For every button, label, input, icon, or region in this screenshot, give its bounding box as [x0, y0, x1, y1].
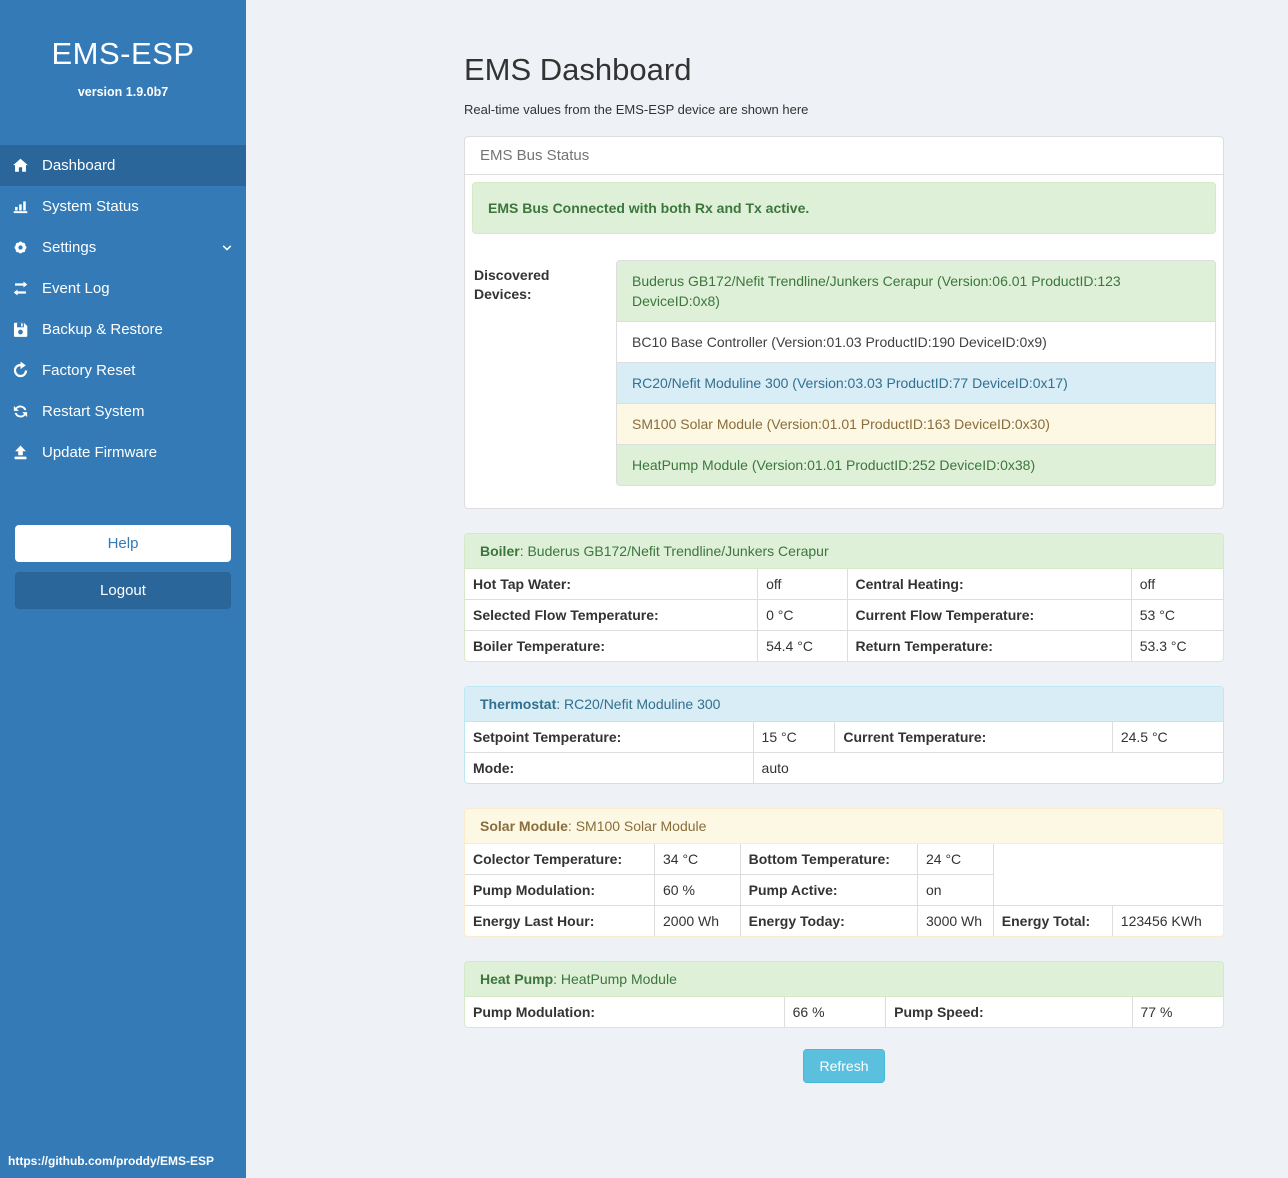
- page-title: EMS Dashboard: [464, 52, 692, 87]
- cell-label: Hot Tap Water:: [465, 569, 758, 600]
- sidebar: [0, 0, 246, 1178]
- app-version: version 1.9.0b7: [77, 85, 169, 99]
- cell-value: 53 °C: [1131, 600, 1223, 631]
- separator: :: [567, 818, 576, 834]
- cell-value: 66 %: [784, 997, 886, 1027]
- cell-value: 15 °C: [753, 722, 835, 753]
- device-list-item: BC10 Base Controller (Version:01.03 ProductID:190 DeviceID:0x9): [616, 321, 1216, 363]
- cell-value: 3000 Wh: [918, 906, 994, 937]
- sidebar-nav: [0, 145, 246, 473]
- heat-pump-heading: [465, 962, 1223, 997]
- chart-icon: [12, 198, 29, 215]
- github-link[interactable]: https://github.com/proddy/EMS-ESP: [8, 1154, 214, 1168]
- sidebar-item-label: Event Log: [42, 280, 110, 297]
- redo-icon: [12, 362, 29, 379]
- cell-label: Energy Last Hour:: [465, 906, 655, 937]
- device-list: [616, 260, 1216, 486]
- ems-bus-status-body: [465, 175, 1223, 508]
- cell-value: 34 °C: [655, 844, 741, 875]
- main-content: [464, 0, 1224, 1083]
- sidebar-item-label: Restart System: [42, 403, 145, 420]
- cell-label: Pump Modulation:: [465, 997, 784, 1027]
- table-row: [465, 844, 1223, 875]
- sidebar-item-label: Dashboard: [42, 157, 116, 174]
- discovered-devices-label: Discovered Devices:: [474, 267, 550, 302]
- upload-icon: [12, 444, 29, 461]
- sidebar-item-event-log[interactable]: [0, 268, 246, 309]
- cell-value: off: [1131, 569, 1223, 600]
- cell-value: off: [758, 569, 847, 600]
- sidebar-item-settings[interactable]: [0, 227, 246, 268]
- thermostat-device-name: RC20/Nefit Moduline 300: [564, 696, 721, 712]
- sidebar-item-restart-system[interactable]: [0, 391, 246, 432]
- table-row: [465, 875, 1223, 906]
- gear-icon: [12, 239, 29, 256]
- cell-label: Return Temperature:: [847, 631, 1131, 662]
- cell-label: Energy Total:: [993, 906, 1112, 937]
- cell-value: 53.3 °C: [1131, 631, 1223, 662]
- discovered-devices-row: [472, 260, 1216, 486]
- sidebar-item-backup-restore[interactable]: [0, 309, 246, 350]
- exchange-icon: [12, 280, 29, 297]
- cell-label: Pump Active:: [740, 875, 917, 906]
- sidebar-item-dashboard[interactable]: [0, 145, 246, 186]
- thermostat-title: Thermostat: [480, 696, 557, 712]
- cell-value: 60 %: [655, 875, 741, 906]
- sidebar-item-system-status[interactable]: [0, 186, 246, 227]
- table-row: [465, 722, 1223, 753]
- separator: :: [553, 971, 561, 987]
- sidebar-item-factory-reset[interactable]: [0, 350, 246, 391]
- cell-value: 24.5 °C: [1112, 722, 1223, 753]
- solar-module-table: [465, 844, 1223, 936]
- device-list-item: Buderus GB172/Nefit Trendline/Junkers Cerapur (Version:06.01 ProductID:123 DeviceID:0x8): [616, 260, 1216, 322]
- save-icon: [12, 321, 29, 338]
- cell-value: on: [918, 875, 994, 906]
- cell-value: 2000 Wh: [655, 906, 741, 937]
- table-row: [465, 997, 1223, 1027]
- heat-pump-title: Heat Pump: [480, 971, 554, 987]
- cell-label: Mode:: [465, 753, 753, 784]
- table-row: [465, 753, 1223, 784]
- sidebar-item-label: Settings: [42, 239, 97, 256]
- sidebar-item-label: Update Firmware: [42, 444, 158, 461]
- sidebar-buttons: [0, 525, 246, 609]
- table-row: [465, 600, 1223, 631]
- separator: :: [556, 696, 565, 712]
- solar-module-panel: [464, 808, 1224, 937]
- cell-label: Selected Flow Temperature:: [465, 600, 758, 631]
- refresh-button[interactable]: Refresh: [803, 1049, 884, 1083]
- cell-value: 54.4 °C: [758, 631, 847, 662]
- cell-value: 123456 KWh: [1112, 906, 1223, 937]
- cell-label: Central Heating:: [847, 569, 1131, 600]
- thermostat-panel: [464, 686, 1224, 784]
- cell-label: Current Temperature:: [835, 722, 1112, 753]
- table-row: [465, 631, 1223, 662]
- solar-module-heading: [465, 809, 1223, 844]
- cell-label: Boiler Temperature:: [465, 631, 758, 662]
- boiler-title: Boiler: [480, 543, 520, 559]
- boiler-table: [465, 569, 1223, 661]
- bus-connected-alert: EMS Bus Connected with both Rx and Tx active.: [472, 182, 1216, 234]
- thermostat-table: [465, 722, 1223, 783]
- device-list-item: SM100 Solar Module (Version:01.01 ProductID:163 DeviceID:0x30): [616, 403, 1216, 445]
- cell-label: Energy Today:: [740, 906, 917, 937]
- refresh-icon: [12, 403, 29, 420]
- page-subtitle: Real-time values from the EMS-ESP device are shown here: [464, 102, 809, 117]
- table-row: [465, 569, 1223, 600]
- heat-pump-table: [465, 997, 1223, 1027]
- solar-module-device-name: SM100 Solar Module: [575, 818, 707, 834]
- device-list-item: HeatPump Module (Version:01.01 ProductID:252 DeviceID:0x38): [616, 444, 1216, 486]
- heat-pump-device-name: HeatPump Module: [560, 971, 677, 987]
- cell-value: 24 °C: [918, 844, 994, 875]
- app-title: EMS-ESP: [51, 36, 195, 71]
- cell-label: Pump Modulation:: [465, 875, 655, 906]
- cell-label: Setpoint Temperature:: [465, 722, 753, 753]
- sidebar-item-label: Factory Reset: [42, 362, 136, 379]
- solar-module-title: Solar Module: [480, 818, 568, 834]
- separator: :: [519, 543, 528, 559]
- boiler-device-name: Buderus GB172/Nefit Trendline/Junkers Cerapur: [527, 543, 829, 559]
- ems-bus-status-panel: [464, 136, 1224, 509]
- device-list-item: RC20/Nefit Moduline 300 (Version:03.03 ProductID:77 DeviceID:0x17): [616, 362, 1216, 404]
- help-button[interactable]: Help: [15, 525, 231, 562]
- table-row: [465, 906, 1223, 937]
- ems-bus-status-title: EMS Bus Status: [465, 137, 1223, 175]
- refresh-button-row: [464, 1049, 1224, 1083]
- boiler-panel: [464, 533, 1224, 662]
- sidebar-item-label: Backup & Restore: [42, 321, 163, 338]
- logout-button[interactable]: Logout: [15, 572, 231, 609]
- sidebar-item-update-firmware[interactable]: [0, 432, 246, 473]
- boiler-heading: [465, 534, 1223, 569]
- cell-value: auto: [753, 753, 1223, 784]
- cell-label: Pump Speed:: [886, 997, 1132, 1027]
- home-icon: [12, 157, 29, 174]
- cell-label: Bottom Temperature:: [740, 844, 917, 875]
- sidebar-item-label: System Status: [42, 198, 139, 215]
- thermostat-heading: [465, 687, 1223, 722]
- cell-label: Current Flow Temperature:: [847, 600, 1131, 631]
- chevron-down-icon: [220, 241, 234, 255]
- cell-value: 0 °C: [758, 600, 847, 631]
- heat-pump-panel: [464, 961, 1224, 1028]
- cell-value: 77 %: [1132, 997, 1223, 1027]
- cell-label: Colector Temperature:: [465, 844, 655, 875]
